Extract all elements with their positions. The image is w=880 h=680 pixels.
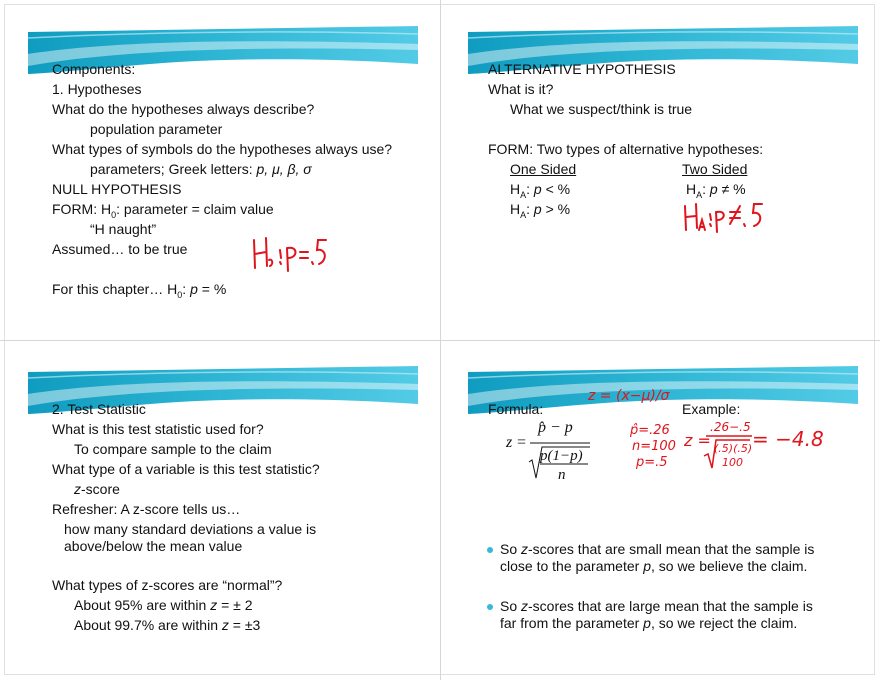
within-three: About 99.7% are within z = ±3	[74, 617, 261, 633]
hw-numerator: .26−.5	[710, 420, 751, 434]
refresher: Refresher: A z-score tells us…	[52, 501, 241, 517]
question-symbols: What types of symbols do the hypotheses always use?	[52, 141, 393, 157]
alternative-heading: ALTERNATIVE HYPOTHESIS	[488, 61, 676, 77]
one-sided-less: $H_A$: p < %	[510, 181, 571, 200]
handwritten-null-hypothesis	[250, 234, 330, 272]
test-statistic-heading: 2. Test Statistic	[52, 401, 146, 417]
one-sided-header: One Sided	[510, 161, 577, 177]
components-label: Components:	[52, 61, 136, 77]
slide-test-statistic	[2, 342, 438, 678]
what-is-it: What is it?	[488, 81, 554, 97]
alt-form: FORM: Two types of alternative hypotheses:	[488, 141, 764, 157]
assumed-true: Assumed… to be true	[52, 241, 188, 257]
two-sided-not-equal: $H_A$: p ≠ %	[686, 181, 746, 200]
chapter-null: For this chapter… $H_0$: p = %	[52, 281, 227, 300]
bullet-dot-2	[487, 604, 493, 610]
formula-z: z	[506, 434, 513, 451]
slide-formula	[442, 342, 878, 678]
hw-p: p=.5	[636, 455, 668, 470]
formula-numerator: p̂ − p	[538, 419, 573, 436]
refresher-line1: how many standard deviations a value is	[64, 521, 317, 537]
formula-label: Formula:	[488, 401, 544, 417]
example-label: Example:	[682, 401, 741, 417]
horizontal-divider	[0, 340, 880, 341]
handwritten-alt-hypothesis	[682, 198, 766, 234]
h-naught: “H naught”	[90, 221, 157, 237]
answer-describe: population parameter	[90, 121, 223, 137]
slide-null-hypothesis	[2, 2, 438, 338]
formula-variance: p(1−p)	[540, 448, 583, 464]
answer-z-score: z-score	[74, 481, 120, 497]
bullet-large-z-line2: far from the parameter p, so we reject the claim.	[500, 615, 798, 631]
bullet-dot-1	[487, 547, 493, 553]
null-hypothesis-heading: NULL HYPOTHESIS	[52, 181, 182, 197]
bullet-small-z-line1: So z-scores that are small mean that the sample is	[500, 541, 815, 557]
question-describe: What do the hypotheses always describe?	[52, 101, 315, 117]
two-sided-header: Two Sided	[682, 161, 748, 177]
within-two: About 95% are within z = ± 2	[74, 597, 253, 613]
handwritten-example	[584, 376, 824, 486]
hw-z: z =	[684, 431, 711, 450]
hypotheses-heading: 1. Hypotheses	[52, 81, 142, 97]
one-sided-greater: $H_A$: p > %	[510, 201, 571, 220]
hw-denominator-n: 100	[722, 456, 743, 469]
question-variable-type: What type of a variable is this test statistic?	[52, 461, 320, 477]
hw-phat: p̂=.26	[630, 423, 670, 438]
refresher-line2: above/below the mean value	[64, 538, 243, 554]
bullet-small-z-line2: close to the parameter p, so we believe the claim.	[500, 558, 808, 574]
bullet-large-z-line1: So z-scores that are large mean that the sample is	[500, 598, 813, 614]
formula-equals: =	[517, 434, 527, 451]
hw-z-formula: z = (x−μ)/σ	[588, 388, 670, 404]
formula-n: n	[558, 467, 566, 483]
answer-symbols: parameters; Greek letters: p, μ, β, σ	[90, 161, 312, 177]
slide-alternative-hypothesis	[442, 2, 878, 338]
suspect-true: What we suspect/think is true	[510, 101, 693, 117]
question-used-for: What is this test statistic used for?	[52, 421, 264, 437]
hw-denominator: (.5)(.5)	[714, 442, 753, 455]
question-normal: What types of z-scores are “normal”?	[52, 577, 283, 593]
hw-result: = −4.8	[752, 427, 824, 451]
answer-used-for: To compare sample to the claim	[74, 441, 272, 457]
null-form: FORM: $H_0$: parameter = claim value	[52, 201, 274, 220]
hw-n: n=100	[632, 439, 676, 454]
